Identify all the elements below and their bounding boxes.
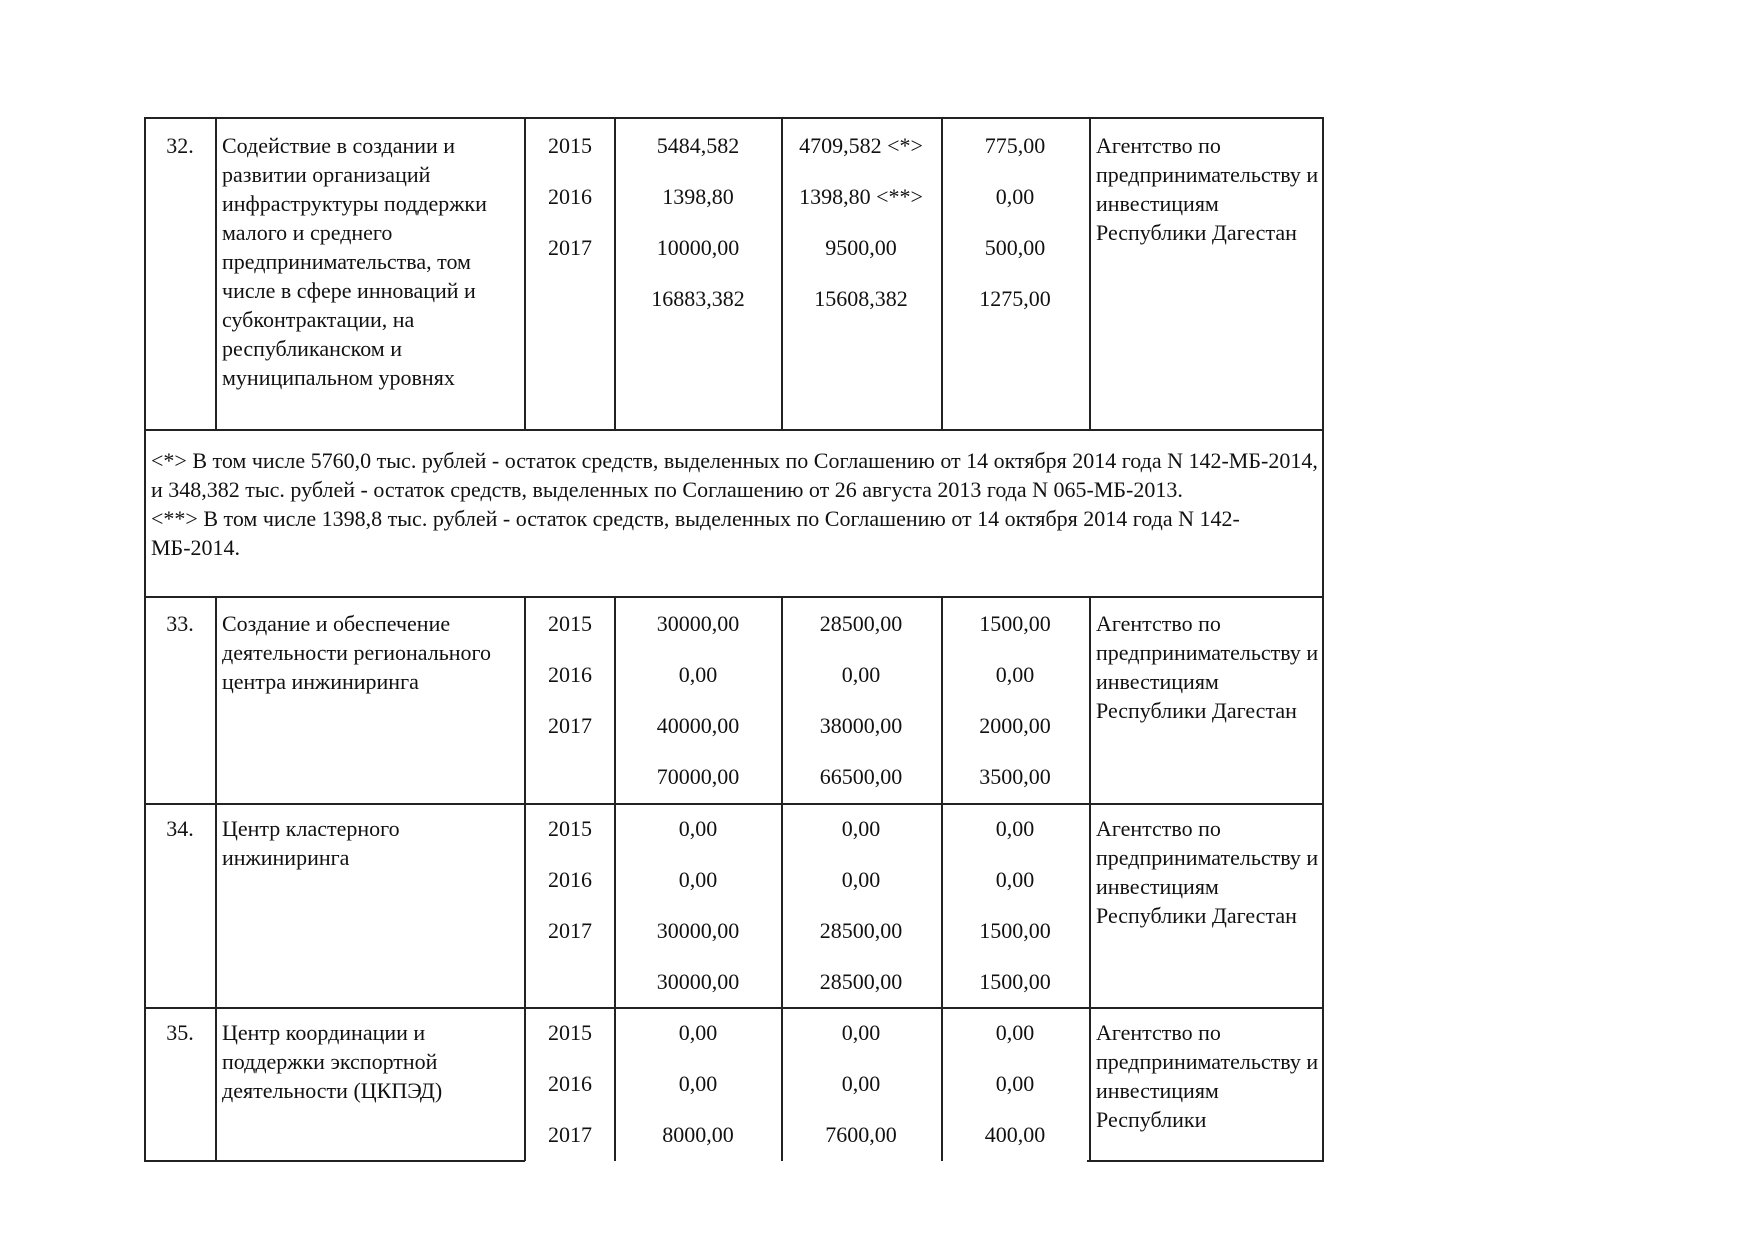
agency-cell: Агентство по предпринимательству и инвестициям Республики Дагестан (1096, 816, 1319, 928)
agency-cell: Агентство по предпринимательству и инвестициям Республики (1096, 1020, 1319, 1132)
republic-cell: 0,00 (841, 867, 881, 892)
republic-cell: 28500,00 (819, 611, 903, 636)
row-number: 32. (166, 133, 194, 158)
republic-cell: 0,00 (841, 1020, 881, 1045)
republic-cell: 38000,00 (819, 713, 903, 738)
other-cell: 400,00 (984, 1122, 1046, 1147)
agency-cell: Агентство по предпринимательству и инвестициям Республики Дагестан (1096, 133, 1319, 245)
total-cell: 1398,80 (662, 184, 734, 209)
total-cell: 30000,00 (656, 969, 740, 994)
measure-name: Центр кластерного инжиниринга (222, 816, 400, 870)
other-cell: 775,00 (984, 133, 1046, 158)
agency-cell: Агентство по предпринимательству и инвестициям Республики Дагестан (1096, 611, 1319, 723)
total-cell: 0,00 (678, 867, 718, 892)
year-cell: 2015 (548, 1020, 592, 1045)
other-cell: 0,00 (995, 816, 1035, 841)
other-cell: 0,00 (995, 1071, 1035, 1096)
other-cell: 0,00 (995, 184, 1035, 209)
measure-name: Центр координации и поддержки экспортной деятельности (ЦКПЭД) (222, 1020, 443, 1103)
row-number: 34. (166, 816, 194, 841)
republic-cell: 1398,80 <**> (799, 184, 923, 209)
total-cell: 40000,00 (656, 713, 740, 738)
republic-cell: 28500,00 (819, 969, 903, 994)
year-cell: 2015 (548, 816, 592, 841)
total-cell: 10000,00 (656, 235, 740, 260)
year-cell: 2017 (548, 918, 592, 943)
other-cell: 1275,00 (979, 286, 1051, 311)
republic-cell: 0,00 (841, 816, 881, 841)
total-cell: 0,00 (678, 1071, 718, 1096)
other-cell: 0,00 (995, 662, 1035, 687)
other-cell: 2000,00 (979, 713, 1051, 738)
year-cell: 2017 (548, 235, 592, 260)
other-cell: 3500,00 (979, 764, 1051, 789)
other-cell: 0,00 (995, 867, 1035, 892)
other-cell: 1500,00 (979, 611, 1051, 636)
republic-cell: 0,00 (841, 662, 881, 687)
year-cell: 2017 (548, 1122, 592, 1147)
year-cell: 2016 (548, 662, 592, 687)
total-cell: 0,00 (678, 1020, 718, 1045)
total-cell: 0,00 (678, 816, 718, 841)
total-cell: 30000,00 (656, 611, 740, 636)
row-number: 33. (166, 611, 194, 636)
total-cell: 5484,582 (656, 133, 740, 158)
year-cell: 2016 (548, 184, 592, 209)
year-cell: 2015 (548, 133, 592, 158)
republic-cell: 28500,00 (819, 918, 903, 943)
republic-cell: 66500,00 (819, 764, 903, 789)
footnotes (151, 446, 1321, 562)
footnote: <*> В том числе 5760,0 тыс. рублей - остаток средств, выделенных по Соглашению от 14 октября 2014 года N 142-МБ-2014, и 348,382 тыс. рублей - остаток средств, выделенных по Соглашению от 26 августа 2013 года N 065-МБ-2013. (151, 448, 1318, 502)
republic-cell: 15608,382 (814, 286, 908, 311)
republic-cell: 4709,582 <*> (799, 133, 923, 158)
other-cell: 500,00 (984, 235, 1046, 260)
other-cell: 1500,00 (979, 918, 1051, 943)
total-cell: 30000,00 (656, 918, 740, 943)
footnote: <**> В том числе 1398,8 тыс. рублей - остаток средств, выделенных по Соглашению от 14 октября 2014 года N 142-МБ-2014. (151, 506, 1240, 560)
other-cell: 0,00 (995, 1020, 1035, 1045)
year-cell: 2017 (548, 713, 592, 738)
year-cell: 2016 (548, 1071, 592, 1096)
other-cell: 1500,00 (979, 969, 1051, 994)
total-cell: 70000,00 (656, 764, 740, 789)
year-cell: 2016 (548, 867, 592, 892)
measure-name: Содействие в создании и развитии организаций инфраструктуры поддержки малого и среднего предпринимательства, том числе в сфере инноваций и субконтрактации, на республиканском и муниципальном уровнях (222, 133, 487, 390)
total-cell: 8000,00 (662, 1122, 734, 1147)
row-number: 35. (166, 1020, 194, 1045)
total-cell: 0,00 (678, 662, 718, 687)
total-cell: 16883,382 (651, 286, 745, 311)
republic-cell: 7600,00 (825, 1122, 897, 1147)
measure-name: Создание и обеспечение деятельности регионального центра инжиниринга (222, 611, 491, 694)
year-cell: 2015 (548, 611, 592, 636)
republic-cell: 9500,00 (825, 235, 897, 260)
republic-cell: 0,00 (841, 1071, 881, 1096)
